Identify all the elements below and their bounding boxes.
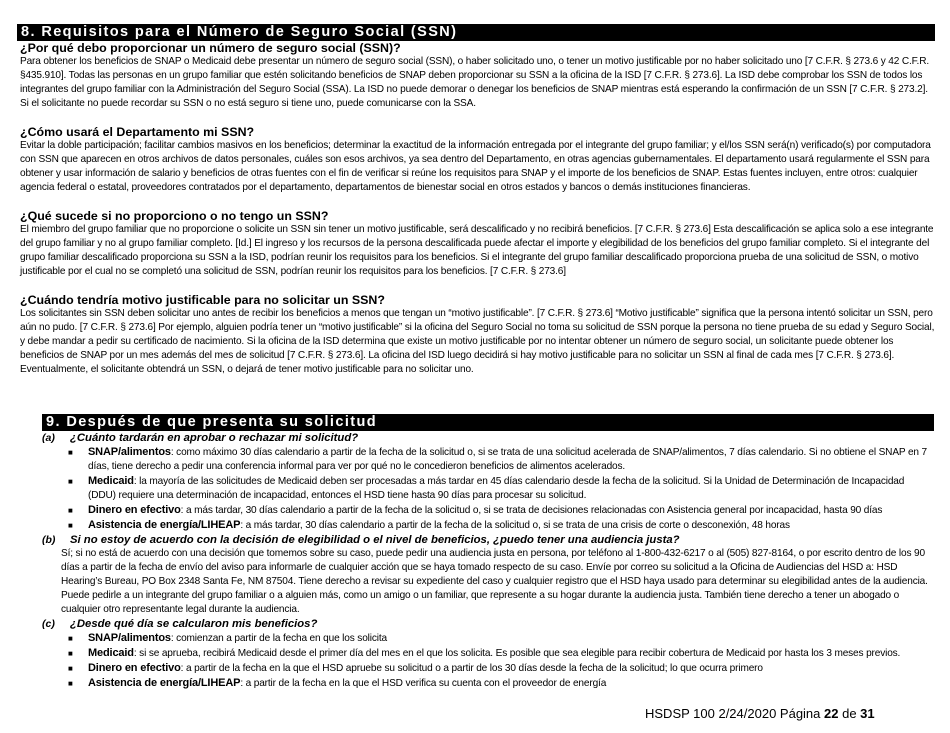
bullet-icon: ■ bbox=[68, 679, 73, 688]
answer-no-ssn: El miembro del grupo familiar que no proporcione o solicite un SSN sin tener un motivo justificable, será descalificado y no recibirá beneficios. [7 C.F.R. § 273.6] Esta descalificación se aplica solo a ese integrante del grupo familiar y no al grupo familiar completo. [Id.] El ingreso y los recursos de la persona descalificada puede afectar el importe y elegibilidad de los beneficios del grupo familiar completo. Si el integrante del grupo familiar descalificado proporciona su SSN a la ISD, podrían reunir los requisitos para los beneficios. Si el integrante del grupo familiar descalificado proporciona prueba de una solicitud de SSN, o motivo justificable por el cual no se completó una solicitud de SSN, podrían reunir los requisitos para los beneficios. [7 C.F.R. § 273.6] bbox=[20, 224, 934, 277]
section-8 bbox=[17, 24, 935, 377]
answer-good-cause: Los solicitantes sin SSN deben solicitar uno antes de recibir los beneficios a menos que tengan un “motivo justificable”. [7 C.F.R. § 273.6] “Motivo justificable” significa que la persona intentó solicitar un SSN, pero aún no pudo. [7 C.F.R. § 273.6] Por ejemplo, alguien podría tener un “motivo justificable” si la oficina del Seguro Social no toma su solicitud de SSN porque la persona no tiene prueba de su edad y Seguro Social, y debe mandar a pedir su certificado de nacimiento. Si la oficina de la ISD determina que existe un motivo justificable por no intentar obtener un número de seguro social, un solicitante puede obtener los beneficios de SNAP por un mes además del mes de solicitud [7 C.F.R. § 273.6]. La oficina del ISD luego decidirá si hay motivo justificable para no solicitar un SSN al final de cada mes [7 C.F.R. § 273.6]. Eventualmente, el solicitante obtendrá un SSN, o dejará de tener motivo justificable para no solicitar uno. bbox=[20, 308, 935, 375]
subsection-c-tag: (c) bbox=[42, 618, 55, 630]
bullet-icon: ■ bbox=[68, 664, 73, 673]
subsection-a-tag: (a) bbox=[42, 432, 55, 444]
question-why-ssn: ¿Por qué debo proporcionar un número de seguro social (SSN)? bbox=[20, 41, 401, 55]
question-how-ssn-used: ¿Cómo usará el Departamento mi SSN? bbox=[20, 125, 255, 139]
bullet-icon: ■ bbox=[68, 634, 73, 643]
subsection-a-title: (a) ¿Cuánto tardarán en aprobar o rechazar mi solicitud? bbox=[42, 432, 359, 444]
list-item: ■ Dinero en efectivo: a más tardar, 30 días calendario a partir de la fecha de la solicitud o, si se trata de decisiones relacionadas con Asistencia general por incapacidad, hasta 90 días bbox=[68, 504, 883, 516]
section-8-header: 8. Requisitos para el Número de Seguro Social (SSN) bbox=[17, 24, 935, 41]
bullet-icon: ■ bbox=[68, 448, 73, 457]
answer-how-ssn-used: Evitar la doble participación; facilitar cambios masivos en los beneficios; determinar la exactitud de la información entregada por el integrante del grupo familiar; y el/los SSN será(n) verificado(s) por computadora con SSN que aparecen en otros archivos de datos personales, cuáles son esos archivos, ya sea dentro del Departamento, en otras agencias gubernamentales. El departamento usará regularmente el SSN para obtener y usar información de salario y beneficios de otras fuentes con el fin de verificar si reúne los requisitos para SNAP y el importe de los beneficios de SNAP. Estas fuentes incluyen, entre otros: cualquier agencia federal o estatal, proveedores contratados por el departamento, departamentos de bienestar social en otros estados y bancos o demás instituciones financieras. bbox=[20, 140, 931, 193]
page-number: 22 bbox=[824, 706, 839, 721]
list-item: ■ SNAP/alimentos: como máximo 30 días calendario a partir de la fecha de la solicitud o, si se trata de una solicitud acelerada de SNAP/alimentos, 7 días calendario. Si no obtiene el SNAP en 7 días, tiene derecho a pedir una conferencia informal para ver por qué no le concedieron beneficios de alimentos acelerados. bbox=[68, 446, 928, 472]
bullet-icon: ■ bbox=[68, 521, 73, 530]
subsection-b-text: Sí; si no está de acuerdo con una decisión que tomemos sobre su caso, puede pedir una audiencia justa en persona, por teléfono al 1-800-432-6217 o al (505) 827-8164, o por escrito dentro de los 90 días a partir de la fecha de envío del aviso para informarle de cualquier acción que se haya tomado respecto de su caso. Envíe por correo su solicitud a la Oficina de Audiencias del HSD a: HSD Hearing’s Bureau, PO Box 2348 Santa Fe, NM 87504. Tiene derecho a revisar su expediente del caso y cualquier registro que el HSD haya usado para determinar su elegibilidad antes de la audiencia. Puede pedirle a un integrante del grupo familiar o a alguien más, como un amigo o un familiar, que represente a su hogar durante la audiencia justa. También tiene derecho a tener un abogado o cualquier otro representante legal durante la audiencia. bbox=[61, 548, 928, 615]
form-id: HSDSP 100 2/24/2020 Página bbox=[645, 706, 825, 721]
subsection-b-tag: (b) bbox=[42, 534, 56, 546]
question-no-ssn: ¿Qué sucede si no proporciono o no tengo un SSN? bbox=[20, 209, 329, 223]
section-9 bbox=[42, 414, 934, 691]
question-good-cause: ¿Cuándo tendría motivo justificable para no solicitar un SSN? bbox=[20, 293, 385, 307]
list-item: ■ Asistencia de energía/LIHEAP: a partir de la fecha en la que el HSD verifica su cuenta con el proveedor de energía bbox=[68, 677, 607, 689]
subsection-c-title: (c) ¿Desde qué día se calcularon mis beneficios? bbox=[42, 618, 318, 630]
list-item: ■ Medicaid: la mayoría de las solicitudes de Medicaid deben ser procesadas a más tardar en 45 días calendario desde la fecha de la solicitud. Si la Unidad de Determinación de Incapacidad (DDU) requiere una determinación de incapacidad, entonces el HSD tiene hasta 90 días para procesar su solicitud. bbox=[68, 475, 905, 501]
list-item: ■ Asistencia de energía/LIHEAP: a más tardar, 30 días calendario a partir de la fecha de la solicitud o, si se trata de una crisis de corte o desconexión, 48 horas bbox=[68, 519, 790, 531]
subsection-c-list bbox=[42, 631, 934, 691]
subsection-b-title: (b) Si no estoy de acuerdo con la decisión de elegibilidad o el nivel de beneficios, ¿puedo tener una audiencia justa? bbox=[42, 534, 680, 546]
page-total: 31 bbox=[860, 706, 875, 721]
section-9-header: 9. Después de que presenta su solicitud bbox=[42, 414, 934, 431]
page-footer: HSDSP 100 2/24/2020 Página 22 de 31 bbox=[645, 706, 875, 721]
list-item: ■ SNAP/alimentos: comienzan a partir de la fecha en que los solicita bbox=[68, 632, 387, 644]
list-item: ■ Dinero en efectivo: a partir de la fecha en la que el HSD apruebe su solicitud o a partir de los 30 días desde la fecha de la solicitud; lo que ocurra primero bbox=[68, 662, 763, 674]
subsection-a-list bbox=[42, 445, 934, 533]
answer-why-ssn: Para obtener los beneficios de SNAP o Medicaid debe presentar un número de seguro social (SSN), o haber solicitado uno, o tener un motivo justificable por no haber solicitado uno [7 C.F.R. § 273.6 y 42 C.F.R. §435.910]. Todas las personas en un grupo familiar que estén solicitando beneficios de SNAP deben proporcionar su SSN a la oficina de la ISD [7 C.F.R. § 273.6]. La ISD debe comprobar los SSN de todos los integrantes del grupo familiar con la Administración del Seguro Social (SSA). La ISD no puede demorar o denegar los beneficios de SNAP mientras está esperando la confirmación de un SSN [7 C.F.R. § 273.2]. Si el solicitante no puede recordar su SSN o no está seguro si tiene uno, puede comunicarse con la SSA. bbox=[20, 56, 929, 109]
bullet-icon: ■ bbox=[68, 477, 73, 486]
list-item: ■ Medicaid: si se aprueba, recibirá Medicaid desde el primer día del mes en el que los solicita. Es posible que sea elegible para recibir cobertura de Medicaid por hasta los 3 meses previos. bbox=[68, 647, 901, 659]
bullet-icon: ■ bbox=[68, 506, 73, 515]
bullet-icon: ■ bbox=[68, 649, 73, 658]
